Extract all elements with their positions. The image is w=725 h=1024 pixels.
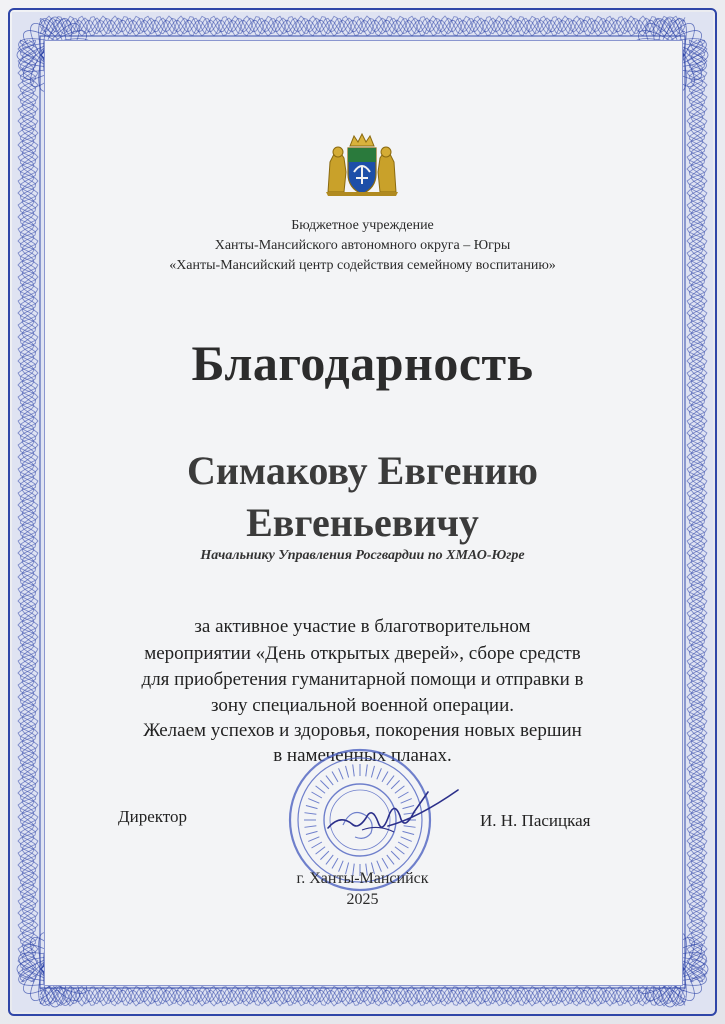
handwritten-signature [318, 778, 468, 848]
org-line-3: «Ханты-Мансийский центр содействия семейному воспитанию» [169, 258, 556, 273]
recipient-position: Начальнику Управления Росгвардии по ХМАО-Югре [200, 548, 525, 563]
org-line-2: Ханты-Мансийского автономного округа – Югры [214, 238, 511, 253]
year-line: 2025 [346, 891, 379, 908]
signature-name: И. Н. Пасицкая [480, 811, 591, 830]
body-line: зону специальной военной операции. [210, 695, 515, 716]
recipient-name-line-2: Евгеньевичу [246, 500, 479, 545]
recipient-name-line-1: Симакову Евгению [187, 448, 538, 493]
body-line: мероприятии «День открытых дверей», сборе средств [144, 643, 581, 664]
document-title: Благодарность [191, 335, 534, 391]
body-line: в намеченных планах. [273, 745, 452, 766]
org-line-1: Бюджетное учреждение [291, 218, 434, 233]
khmao-coat-of-arms-icon [324, 132, 400, 198]
signature-role: Директор [118, 807, 187, 826]
city-line: г. Ханты-Мансийск [296, 870, 429, 887]
body-line: за активное участие в благотворительном [194, 616, 531, 637]
body-line: для приобретения гуманитарной помощи и отправки в [141, 669, 584, 690]
body-line: Желаем успехов и здоровья, покорения новых вершин [143, 720, 582, 741]
